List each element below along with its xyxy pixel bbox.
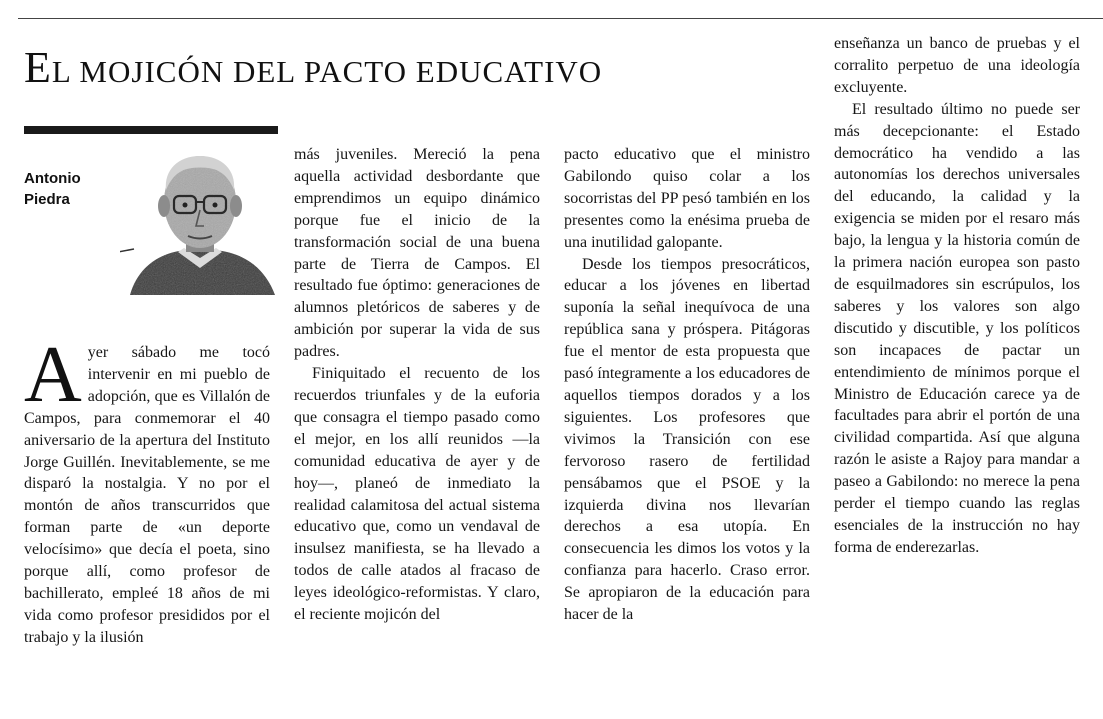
title-rest: L MOJICÓN DEL PACTO EDUCATIVO <box>51 54 603 89</box>
column-3 <box>564 144 810 626</box>
paragraph: Desde los tiempos presocráticos, educar a los jóvenes en libertad suponía la señal inequívoca de una república sana y próspera. Pitágoras fue el mentor de esta propuesta que pasó íntegramente a los educadores de aquellos tiempos dorados y a los siguientes. Los profesores que vivimos la Transición con ese fervoroso rasero de fertilidad pensábamos que el PSOE y la izquierda divina nos llevarían derechos a esa utopía. En consecuencia les dimos los votos y la confianza para hacerlo. Craso error. Se apropiaron de la educación para hacer de la <box>564 255 810 624</box>
author-last-name: Piedra <box>24 191 70 208</box>
paragraph: pacto educativo que el ministro Gabilondo quiso colar a los socorristas del PP pesó también en los presentes como la enésima prueba de una inutilidad galopante. <box>564 146 810 251</box>
paragraph: enseñanza un banco de pruebas y el corralito perpetuo de una ideología excluyente. <box>834 35 1080 96</box>
title-initial: E <box>24 43 52 92</box>
paragraph: más juveniles. Mereció la pena aquella actividad desbordante que emprendimos un equipo dinámico porque fue el inicio de la transformación social de una buena parte de Tierra de Campos. El resultado fue óptimo: generaciones de alumnos pletóricos de saberes y de ambición por superar la vida de sus padres. <box>294 146 540 361</box>
paragraph: Finiquitado el recuento de los recuerdos triunfales y de la euforia que consagra el tiempo pasado como el mejor, en los allí reunidos —la comunidad educativa de ayer y de hoy—, planeó de inmediato la realidad calamitosa del actual sistema educativo que, como un vendaval de insulsez manifiesta, se ha llevado a todos de calle atados al fracaso de leyes ideológico-reformistas. Y claro, el reciente mojicón del <box>294 365 540 624</box>
article-title <box>24 44 602 96</box>
column-4 <box>834 33 1080 559</box>
paragraph: El resultado último no puede ser más decepcionante: el Estado democrático ha vendido a las autonomías los derechos universales del educando, la calidad y la exigencia se miden por el resaro más bajo, la lengua y la historia común de la primera nación europea son pasto de esquilmadores sin escrúpulos, los saberes y los valores son algo discutido y discutible, y los políticos son incapaces de pactar un entendimiento de mínimos porque el Ministro de Educación carece ya de facultades para abrir el portón de una civilidad compartida. Así que alguna razón le asiste a Rajoy para mandar a paseo a Gabilondo: no merece la pena perder el tiempo cuando las reglas esenciales de la instrucción no hay forma de enderezarlas. <box>834 100 1080 556</box>
column-2 <box>294 144 540 626</box>
paragraph-text: yer sábado me tocó intervenir en mi pueblo de adopción, que es Villalón de Campos, para conmemorar el 40 aniversario de la apertura del Instituto Jorge Guillén. Inevitablemente, se me disparó la nostalgia. Y no por el montón de años transcurridos que forman parte de «un deporte velocísimo» que decía el poeta, sino porque allí, como profesor de bachillerato, empleé 18 años de mi vida como profesor presididos por el trabajo y la ilusión <box>24 344 270 646</box>
author-first-name: Antonio <box>24 170 81 187</box>
author-byline <box>24 168 81 210</box>
byline-rule <box>24 126 278 134</box>
author-photo <box>120 140 280 295</box>
drop-cap: A <box>24 331 82 419</box>
paragraph <box>24 331 270 649</box>
column-1 <box>24 331 270 649</box>
top-rule <box>18 18 1103 19</box>
